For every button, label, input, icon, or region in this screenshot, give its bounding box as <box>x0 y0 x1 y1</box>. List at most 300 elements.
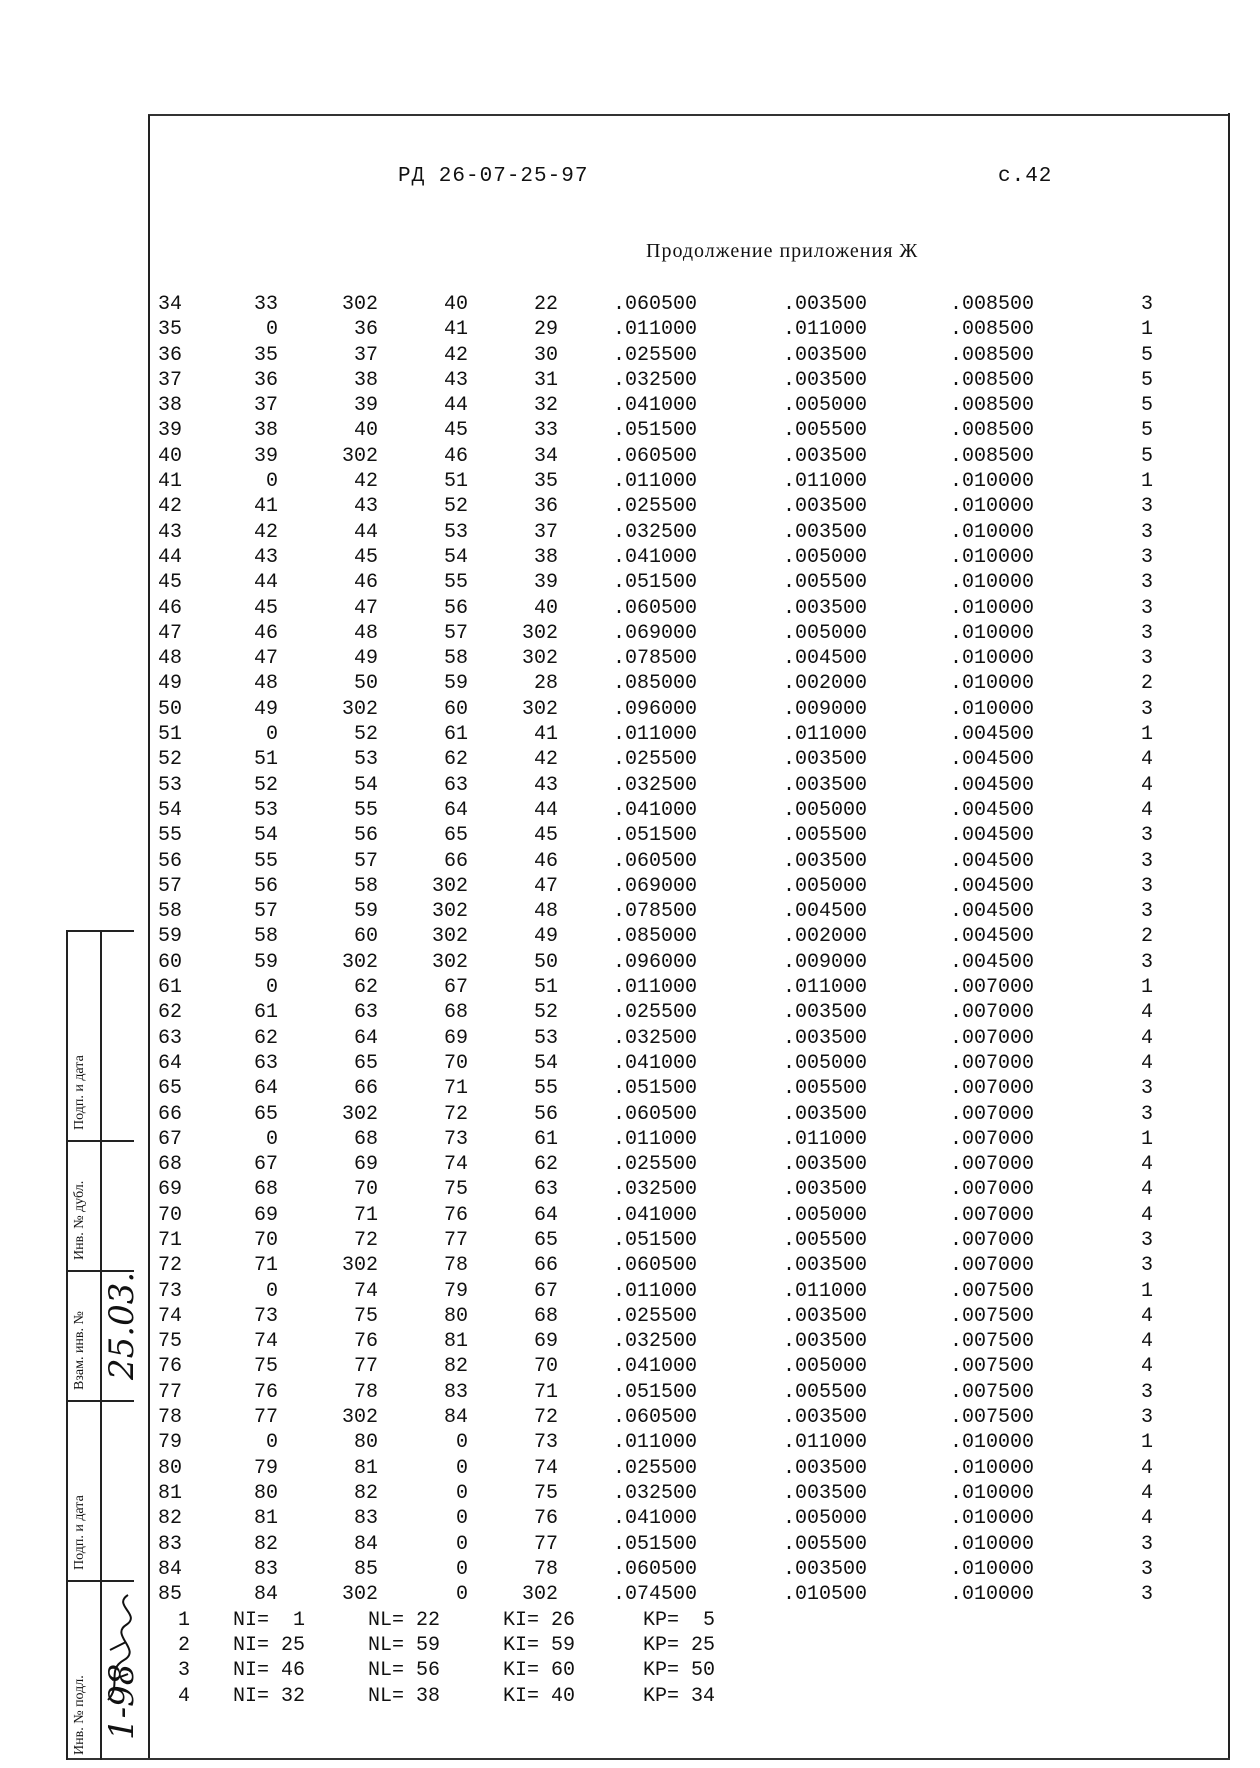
table-cell: 302 <box>431 950 468 974</box>
table-cell: 59 <box>253 950 278 974</box>
table-cell: 3 <box>1140 571 1153 595</box>
table-cell: 56 <box>253 874 278 898</box>
table-cell: 59 <box>353 900 378 924</box>
table-cell: .008500 <box>950 368 1035 392</box>
table-cell: 46 <box>253 621 278 645</box>
table-cell: 3 <box>1140 1583 1153 1607</box>
table-cell: 69 <box>353 1153 378 1177</box>
table-cell: 64 <box>533 1203 558 1227</box>
table-cell: .004500 <box>950 849 1035 873</box>
table-cell: 45 <box>253 596 278 620</box>
table-cell: 0 <box>265 470 278 494</box>
table-cell: 4 <box>1140 798 1153 822</box>
table-cell: 56 <box>443 596 468 620</box>
table-cell: .060500 <box>613 849 698 873</box>
table-cell: 0 <box>455 1557 468 1581</box>
table-cell: 302 <box>341 697 378 721</box>
table-cell: 51 <box>533 976 558 1000</box>
table-cell: .005500 <box>783 1228 868 1252</box>
table-cell: 4 <box>1140 1203 1153 1227</box>
table-cell: 302 <box>341 1583 378 1607</box>
table-cell: 3 <box>1140 621 1153 645</box>
table-cell: .008500 <box>950 419 1035 443</box>
table-cell: .010000 <box>950 621 1035 645</box>
table-cell: 63 <box>353 1001 378 1025</box>
table-cell: 71 <box>353 1203 378 1227</box>
table-cell: .003500 <box>783 520 868 544</box>
table-cell: .005500 <box>783 1532 868 1556</box>
table-cell: .011000 <box>783 1431 868 1455</box>
table-cell: 302 <box>341 293 378 316</box>
table-cell: 70 <box>253 1228 278 1252</box>
table-cell: .008500 <box>950 343 1035 367</box>
table-cell: .003500 <box>783 1481 868 1505</box>
table-cell: 77 <box>353 1355 378 1379</box>
table-cell: 38 <box>353 368 378 392</box>
table-cell: .011000 <box>783 1127 868 1151</box>
table-cell: 39 <box>533 571 558 595</box>
table-cell: 39 <box>253 444 278 468</box>
table-cell: .005000 <box>783 798 868 822</box>
table-cell: .007000 <box>950 1077 1035 1101</box>
stamp-label-podp-data-bottom: Подп. и дата <box>72 1495 87 1570</box>
page-number: с.42 <box>998 165 1053 188</box>
table-cell: .060500 <box>613 1406 698 1430</box>
summary-ki: KI= 26 <box>503 1608 576 1632</box>
table-cell: 59 <box>443 672 468 696</box>
table-cell: .010000 <box>950 495 1035 519</box>
table-cell: 3 <box>1140 900 1153 924</box>
table-cell: 85 <box>158 1583 183 1607</box>
table-cell: 46 <box>533 849 558 873</box>
table-cell: 76 <box>443 1203 468 1227</box>
table-cell: 74 <box>533 1456 558 1480</box>
table-cell: 55 <box>253 849 278 873</box>
table-cell: 62 <box>253 1026 278 1050</box>
table-cell: 80 <box>158 1456 183 1480</box>
summary-ni: NI= 46 <box>233 1659 306 1683</box>
stamp-label-vzam-inv: Взам. инв. № <box>72 1311 87 1390</box>
table-cell: 79 <box>253 1456 278 1480</box>
table-cell: 54 <box>158 798 183 822</box>
table-cell: 63 <box>253 1051 278 1075</box>
table-cell: .003500 <box>783 748 868 772</box>
table-cell: 64 <box>253 1077 278 1101</box>
table-cell: .007500 <box>950 1330 1035 1354</box>
table-cell: 68 <box>253 1178 278 1202</box>
table-cell: 69 <box>533 1330 558 1354</box>
table-cell: 0 <box>265 976 278 1000</box>
handwritten-date: 25.03. <box>102 1271 142 1380</box>
table-cell: 52 <box>533 1001 558 1025</box>
frame-right-border <box>1228 113 1230 1758</box>
table-cell: 48 <box>353 621 378 645</box>
table-cell: .025500 <box>613 343 698 367</box>
table-cell: 4 <box>1140 1304 1153 1328</box>
stamp-label-inv-dubl: Инв. № дубл. <box>72 1180 87 1260</box>
table-cell: .007000 <box>950 1254 1035 1278</box>
table-cell: 4 <box>1140 1355 1153 1379</box>
table-cell: .011000 <box>613 470 698 494</box>
table-cell: 83 <box>353 1507 378 1531</box>
table-cell: 22 <box>533 293 558 316</box>
table-cell: .010000 <box>950 1583 1035 1607</box>
table-cell: .009000 <box>783 697 868 721</box>
table-cell: .010000 <box>950 545 1035 569</box>
table-cell: 62 <box>533 1153 558 1177</box>
table-cell: .096000 <box>613 950 698 974</box>
table-cell: .005000 <box>783 394 868 418</box>
table-cell: 3 <box>1140 647 1153 671</box>
table-cell: 37 <box>158 368 183 392</box>
table-cell: .008500 <box>950 444 1035 468</box>
table-cell: 4 <box>1140 773 1153 797</box>
table-cell: 63 <box>158 1026 183 1050</box>
table-cell: 41 <box>443 318 468 342</box>
summary-ni: NI= 32 <box>233 1684 306 1708</box>
table-cell: .025500 <box>613 495 698 519</box>
table-cell: 4 <box>1140 1051 1153 1075</box>
table-cell: 84 <box>443 1406 468 1430</box>
table-cell: .051500 <box>613 1380 698 1404</box>
table-cell: 75 <box>443 1178 468 1202</box>
table-cell: 66 <box>353 1077 378 1101</box>
table-cell: .010500 <box>783 1583 868 1607</box>
table-cell: 73 <box>253 1304 278 1328</box>
table-cell: 43 <box>253 545 278 569</box>
table-cell: 60 <box>443 697 468 721</box>
table-cell: 3 <box>1140 824 1153 848</box>
table-cell: .002000 <box>783 925 868 949</box>
table-cell: 0 <box>265 1279 278 1303</box>
table-cell: 75 <box>353 1304 378 1328</box>
table-cell: .003500 <box>783 1254 868 1278</box>
summary-kp: KP= 34 <box>643 1684 716 1708</box>
table-cell: 42 <box>533 748 558 772</box>
summary-kp: KP= 5 <box>643 1608 716 1632</box>
table-cell: .025500 <box>613 1153 698 1177</box>
table-cell: 50 <box>158 697 183 721</box>
table-cell: 0 <box>455 1507 468 1531</box>
table-cell: 70 <box>443 1051 468 1075</box>
table-cell: 0 <box>455 1456 468 1480</box>
table-cell: 42 <box>253 520 278 544</box>
table-cell: .032500 <box>613 773 698 797</box>
table-cell: 73 <box>533 1431 558 1455</box>
table-cell: 1 <box>1140 723 1153 747</box>
table-cell: 82 <box>253 1532 278 1556</box>
table-cell: .060500 <box>613 293 698 316</box>
table-cell: 57 <box>253 900 278 924</box>
table-cell: .007500 <box>950 1304 1035 1328</box>
table-cell: 73 <box>443 1127 468 1151</box>
table-cell: 81 <box>253 1507 278 1531</box>
table-cell: 33 <box>253 293 278 316</box>
table-cell: 4 <box>1140 1001 1153 1025</box>
table-cell: 58 <box>443 647 468 671</box>
table-cell: .003500 <box>783 444 868 468</box>
table-cell: 4 <box>1140 1330 1153 1354</box>
table-cell: .007000 <box>950 1001 1035 1025</box>
table-cell: 57 <box>443 621 468 645</box>
table-cell: 34 <box>158 293 183 316</box>
table-cell: 58 <box>353 874 378 898</box>
table-cell: 62 <box>353 976 378 1000</box>
stamp-label-inv-podl: Инв. № подл. <box>72 1675 87 1755</box>
table-cell: .004500 <box>950 723 1035 747</box>
table-cell: .004500 <box>950 900 1035 924</box>
summary-ki: KI= 60 <box>503 1659 576 1683</box>
table-cell: 30 <box>533 343 558 367</box>
table-cell: .005000 <box>783 1355 868 1379</box>
table-cell: .002000 <box>783 672 868 696</box>
table-cell: 81 <box>353 1456 378 1480</box>
table-cell: 3 <box>1140 495 1153 519</box>
table-cell: .010000 <box>950 1532 1035 1556</box>
table-cell: 41 <box>533 723 558 747</box>
table-cell: .078500 <box>613 647 698 671</box>
table-cell: 55 <box>443 571 468 595</box>
table-cell: 302 <box>431 925 468 949</box>
table-cell: 40 <box>353 419 378 443</box>
table-cell: .004500 <box>950 798 1035 822</box>
table-cell: 3 <box>1140 874 1153 898</box>
table-cell: 72 <box>158 1254 183 1278</box>
table-cell: 55 <box>158 824 183 848</box>
handwritten-inv-number: 1-98 <box>102 1663 142 1740</box>
table-cell: 1 <box>1140 1279 1153 1303</box>
table-cell: .041000 <box>613 1507 698 1531</box>
table-cell: 0 <box>265 1127 278 1151</box>
summary-kp: KP= 50 <box>643 1659 716 1683</box>
table-cell: 302 <box>341 1406 378 1430</box>
table-cell: 49 <box>158 672 183 696</box>
table-cell: 50 <box>533 950 558 974</box>
table-cell: .004500 <box>783 647 868 671</box>
table-cell: .003500 <box>783 1557 868 1581</box>
table-cell: 3 <box>1140 293 1153 316</box>
table-cell: 5 <box>1140 394 1153 418</box>
table-cell: .060500 <box>613 444 698 468</box>
table-cell: 40 <box>158 444 183 468</box>
table-cell: 35 <box>158 318 183 342</box>
table-cell: .032500 <box>613 1178 698 1202</box>
table-cell: 61 <box>443 723 468 747</box>
table-cell: 47 <box>533 874 558 898</box>
table-cell: .041000 <box>613 545 698 569</box>
table-cell: .003500 <box>783 293 868 316</box>
table-cell: .011000 <box>613 318 698 342</box>
table-cell: 43 <box>158 520 183 544</box>
table-cell: 44 <box>353 520 378 544</box>
table-cell: 74 <box>443 1153 468 1177</box>
table-cell: 49 <box>353 647 378 671</box>
table-cell: 83 <box>443 1380 468 1404</box>
side-stamp <box>66 930 142 1760</box>
table-cell: 53 <box>253 798 278 822</box>
table-cell: 66 <box>533 1254 558 1278</box>
table-cell: .060500 <box>613 1557 698 1581</box>
table-cell: 77 <box>443 1228 468 1252</box>
frame-top-border <box>148 114 1230 116</box>
table-cell: .025500 <box>613 748 698 772</box>
table-cell: 60 <box>158 950 183 974</box>
table-cell: 39 <box>158 419 183 443</box>
table-cell: .010000 <box>950 1481 1035 1505</box>
table-cell: 46 <box>443 444 468 468</box>
table-cell: 45 <box>533 824 558 848</box>
table-cell: 43 <box>353 495 378 519</box>
table-cell: .060500 <box>613 1254 698 1278</box>
table-cell: .005000 <box>783 874 868 898</box>
table-cell: 81 <box>158 1481 183 1505</box>
table-cell: .003500 <box>783 1001 868 1025</box>
table-cell: 302 <box>341 1254 378 1278</box>
table-cell: 54 <box>253 824 278 848</box>
table-cell: 76 <box>353 1330 378 1354</box>
table-cell: .051500 <box>613 571 698 595</box>
table-cell: .010000 <box>950 1456 1035 1480</box>
table-cell: 72 <box>533 1406 558 1430</box>
table-cell: .010000 <box>950 1431 1035 1455</box>
table-cell: 302 <box>521 647 558 671</box>
table-cell: 65 <box>533 1228 558 1252</box>
table-cell: 65 <box>443 824 468 848</box>
table-cell: .003500 <box>783 1178 868 1202</box>
table-cell: 5 <box>1140 343 1153 367</box>
table-cell: 54 <box>443 545 468 569</box>
table-cell: 3 <box>1140 545 1153 569</box>
table-cell: 3 <box>1140 596 1153 620</box>
table-cell: 3 <box>1140 1557 1153 1581</box>
table-cell: 67 <box>533 1279 558 1303</box>
summary-nl: NL= 38 <box>368 1684 441 1708</box>
table-cell: 47 <box>253 647 278 671</box>
table-cell: 41 <box>158 470 183 494</box>
table-cell: 69 <box>253 1203 278 1227</box>
table-cell: .007500 <box>950 1279 1035 1303</box>
table-cell: .007000 <box>950 1203 1035 1227</box>
table-cell: 82 <box>353 1481 378 1505</box>
table-cell: .010000 <box>950 697 1035 721</box>
summary-n: 2 <box>178 1633 191 1657</box>
table-cell: 77 <box>158 1380 183 1404</box>
table-cell: .051500 <box>613 1532 698 1556</box>
table-cell: 32 <box>533 394 558 418</box>
table-cell: .005000 <box>783 545 868 569</box>
table-cell: 35 <box>253 343 278 367</box>
table-cell: .011000 <box>613 1431 698 1455</box>
table-cell: 59 <box>158 925 183 949</box>
table-cell: .060500 <box>613 596 698 620</box>
table-cell: 302 <box>431 874 468 898</box>
table-cell: 76 <box>253 1380 278 1404</box>
table-cell: .060500 <box>613 1102 698 1126</box>
table-cell: 63 <box>443 773 468 797</box>
table-cell: .003500 <box>783 849 868 873</box>
table-cell: .003500 <box>783 1406 868 1430</box>
table-cell: 71 <box>533 1380 558 1404</box>
table-cell: .010000 <box>950 520 1035 544</box>
table-cell: 69 <box>158 1178 183 1202</box>
table-cell: 37 <box>533 520 558 544</box>
table-cell: 38 <box>253 419 278 443</box>
table-cell: .003500 <box>783 1102 868 1126</box>
summary-nl: NL= 22 <box>368 1608 441 1632</box>
table-cell: 44 <box>253 571 278 595</box>
table-cell: 36 <box>533 495 558 519</box>
table-cell: 67 <box>253 1153 278 1177</box>
table-cell: 0 <box>455 1583 468 1607</box>
table-cell: .003500 <box>783 495 868 519</box>
table-cell: 62 <box>443 748 468 772</box>
table-cell: 53 <box>533 1026 558 1050</box>
table-cell: 68 <box>443 1001 468 1025</box>
summary-n: 1 <box>178 1608 191 1632</box>
table-cell: 53 <box>443 520 468 544</box>
table-cell: .007500 <box>950 1380 1035 1404</box>
table-cell: 71 <box>443 1077 468 1101</box>
table-cell: 43 <box>443 368 468 392</box>
signature-scribble <box>102 1590 134 1710</box>
table-cell: 82 <box>443 1355 468 1379</box>
table-cell: 44 <box>533 798 558 822</box>
table-cell: .011000 <box>783 976 868 1000</box>
table-cell: 45 <box>158 571 183 595</box>
table-cell: 60 <box>353 925 378 949</box>
table-cell: 49 <box>253 697 278 721</box>
table-cell: 69 <box>443 1026 468 1050</box>
table-cell: 62 <box>158 1001 183 1025</box>
table-cell: 78 <box>158 1406 183 1430</box>
table-cell: 302 <box>341 444 378 468</box>
table-cell: 84 <box>353 1532 378 1556</box>
table-cell: 78 <box>533 1557 558 1581</box>
table-cell: 5 <box>1140 419 1153 443</box>
table-cell: 75 <box>253 1355 278 1379</box>
table-cell: 3 <box>1140 950 1153 974</box>
table-cell: 3 <box>1140 1077 1153 1101</box>
table-cell: .004500 <box>950 874 1035 898</box>
table-cell: .004500 <box>783 900 868 924</box>
table-cell: 57 <box>158 874 183 898</box>
table-cell: 5 <box>1140 368 1153 392</box>
table-cell: 3 <box>1140 520 1153 544</box>
table-cell: 40 <box>443 293 468 316</box>
table-cell: 46 <box>353 571 378 595</box>
table-cell: 68 <box>158 1153 183 1177</box>
summary-nl: NL= 56 <box>368 1659 441 1683</box>
table-cell: .032500 <box>613 1026 698 1050</box>
table-cell: 70 <box>353 1178 378 1202</box>
table-cell: .007000 <box>950 1026 1035 1050</box>
table-cell: .011000 <box>783 723 868 747</box>
table-cell: 51 <box>158 723 183 747</box>
table-cell: 5 <box>1140 444 1153 468</box>
summary-nl: NL= 59 <box>368 1633 441 1657</box>
summary-kp: KP= 25 <box>643 1633 716 1657</box>
table-cell: 46 <box>158 596 183 620</box>
table-cell: 70 <box>533 1355 558 1379</box>
table-cell: 35 <box>533 470 558 494</box>
table-cell: .007000 <box>950 1127 1035 1151</box>
table-cell: 48 <box>253 672 278 696</box>
table-cell: 3 <box>1140 1254 1153 1278</box>
table-cell: .041000 <box>613 798 698 822</box>
table-cell: 61 <box>158 976 183 1000</box>
table-cell: 44 <box>158 545 183 569</box>
table-cell: 28 <box>533 672 558 696</box>
